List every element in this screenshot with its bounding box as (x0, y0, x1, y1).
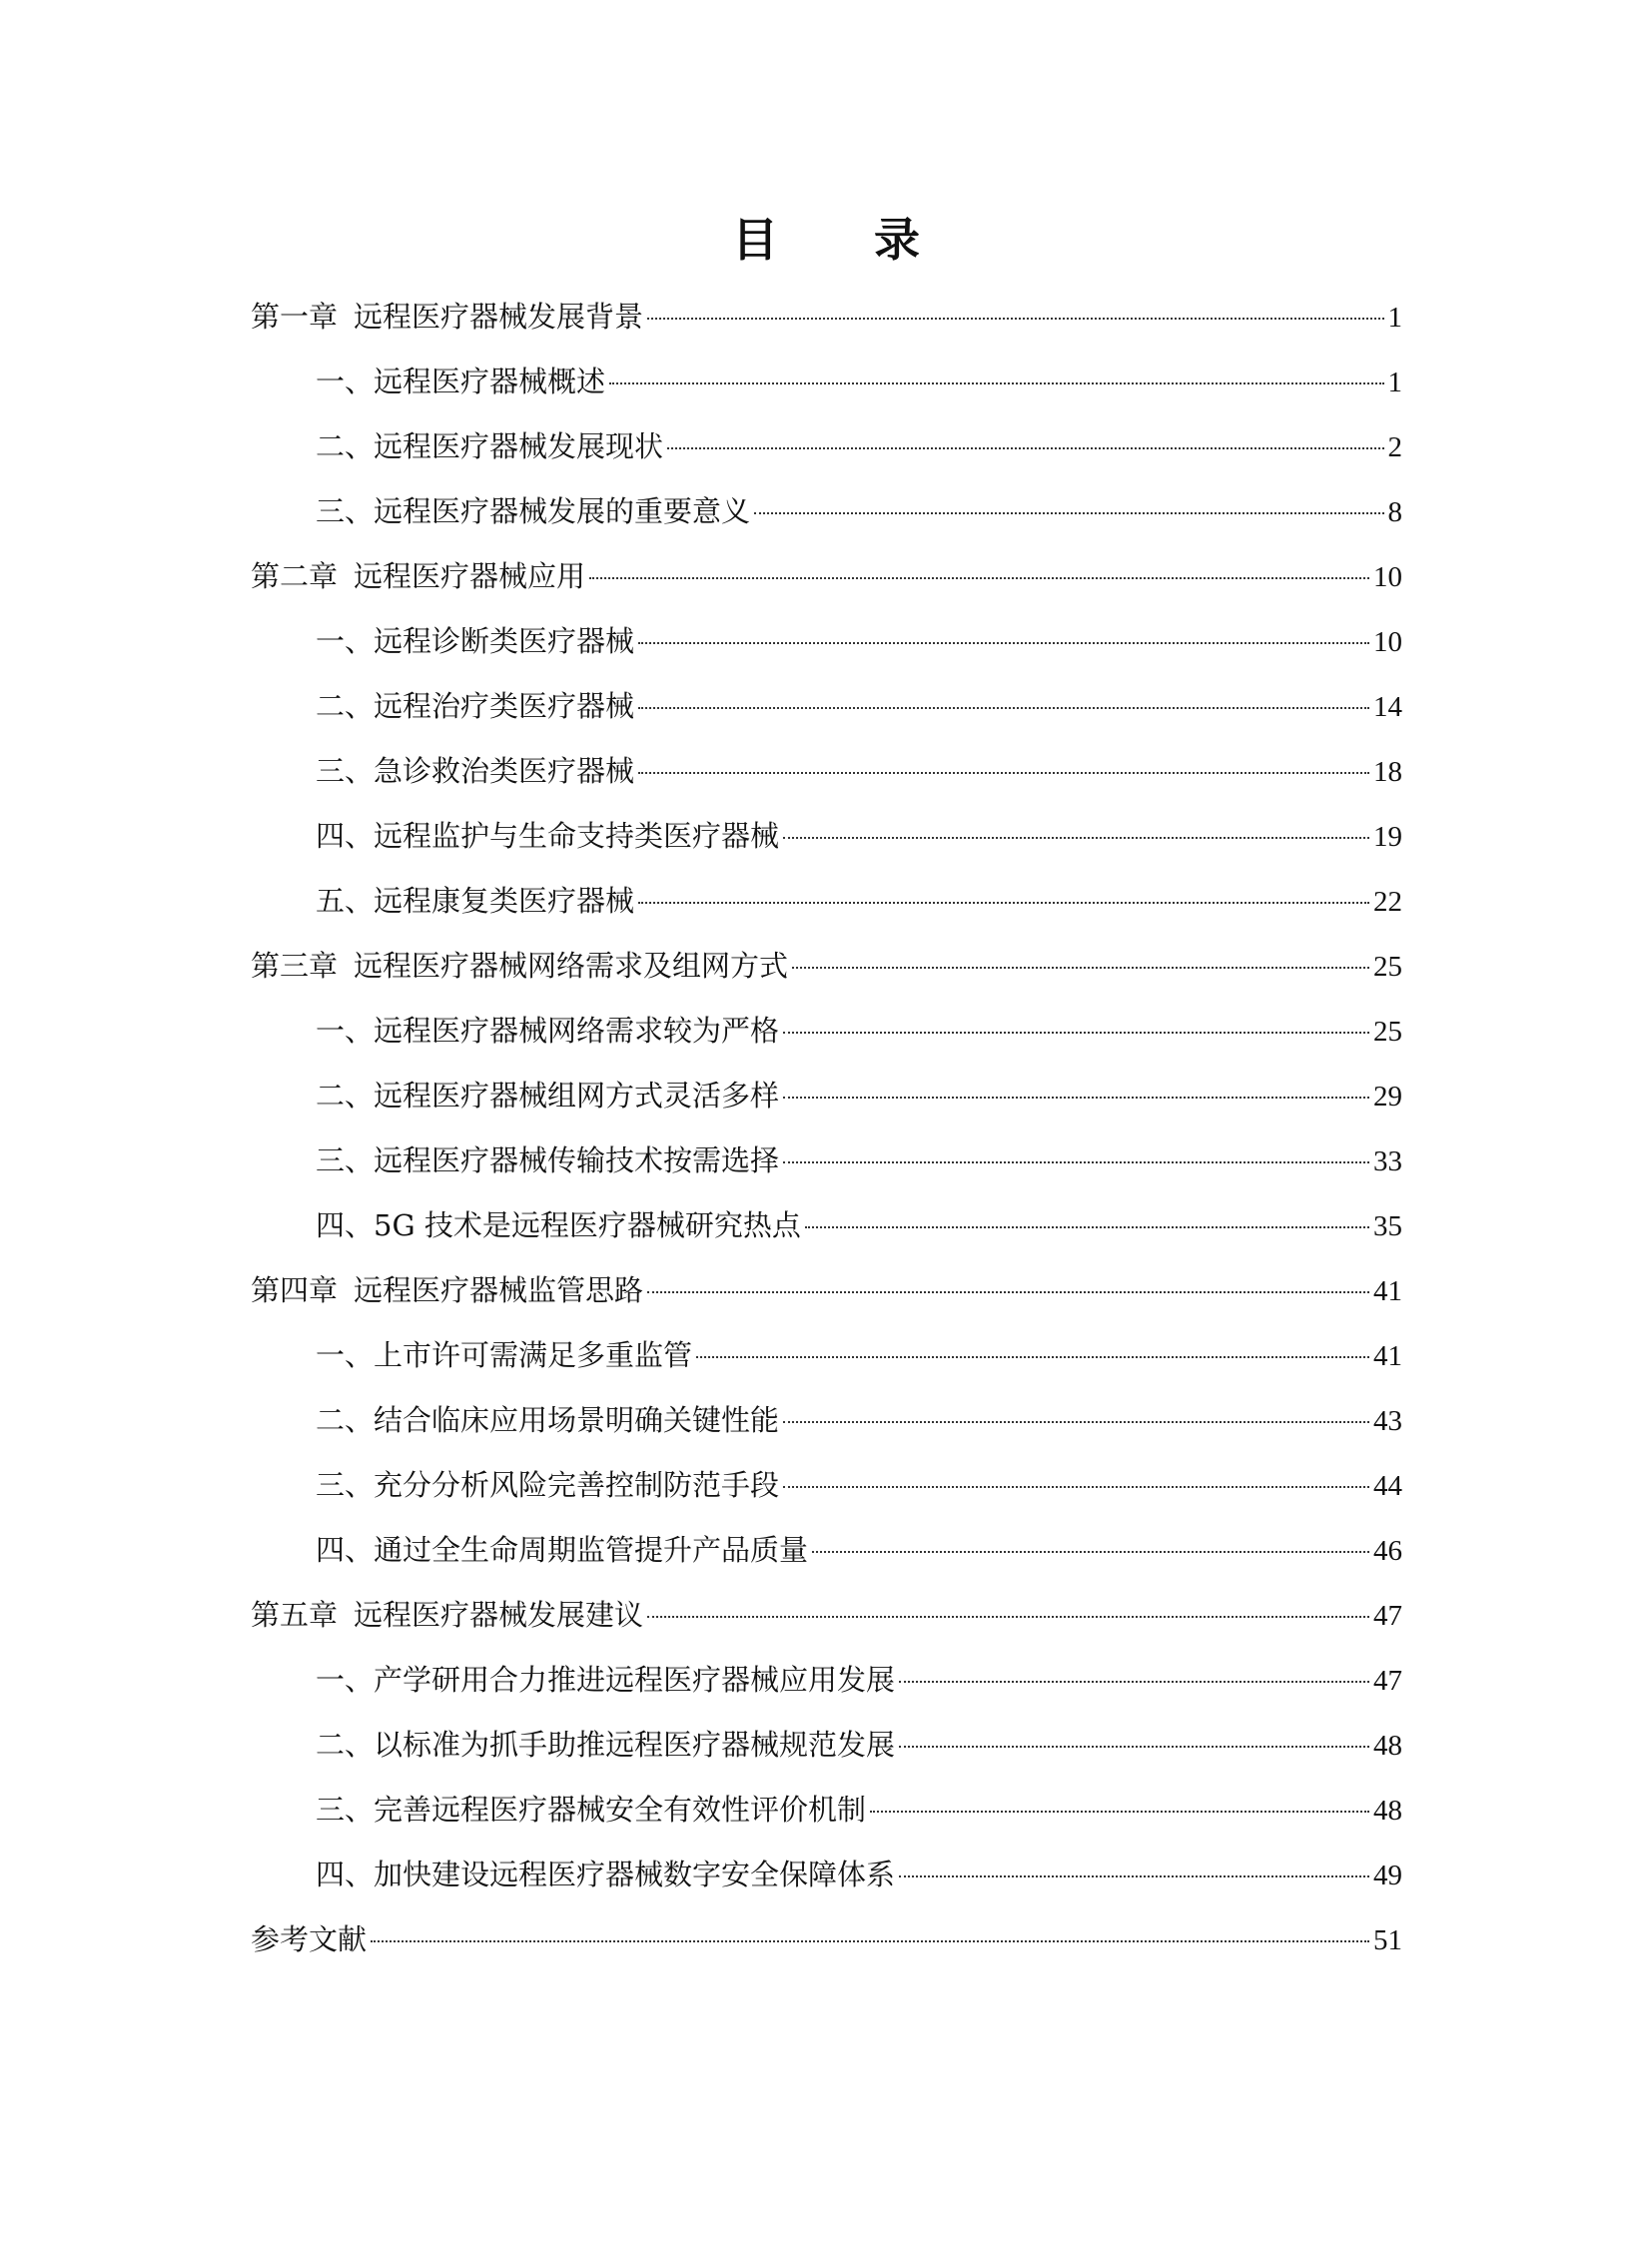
toc-page-number: 41 (1373, 1275, 1402, 1307)
dot-leader (899, 1746, 1369, 1748)
toc-entry-title: 五、远程康复类医疗器械 (316, 884, 635, 918)
dot-leader (647, 318, 1383, 320)
toc-chapter-entry[interactable] (251, 934, 1402, 999)
toc-entry-title: 一、远程医疗器械概述 (316, 365, 606, 398)
toc-chapter-label: 第一章 (251, 300, 339, 334)
toc-page-number: 2 (1387, 431, 1402, 463)
toc-entry-title: 参考文献 (251, 1922, 368, 1956)
toc-entry-title: 四、远程监护与生命支持类医疗器械 (316, 819, 780, 853)
toc-entry-text (316, 1323, 692, 1388)
toc-entry-title: 一、远程诊断类医疗器械 (316, 624, 635, 658)
dot-leader (647, 1291, 1369, 1293)
toc-page-number: 18 (1373, 756, 1402, 788)
toc-entry-text (316, 1713, 895, 1778)
toc-section-entry[interactable] (251, 1388, 1402, 1453)
toc-page-number: 41 (1373, 1340, 1402, 1372)
toc-entry-text (316, 804, 779, 869)
toc-section-entry[interactable] (251, 1128, 1402, 1193)
toc-entry-text (251, 1907, 367, 1972)
toc-page-number: 48 (1373, 1730, 1402, 1762)
toc-page-number: 43 (1373, 1405, 1402, 1437)
toc-entry-text (251, 1583, 643, 1648)
toc-entry-title: 一、产学研用合力推进远程医疗器械应用发展 (316, 1663, 896, 1697)
toc-entry-text (316, 1388, 779, 1453)
dot-leader (783, 1161, 1369, 1163)
dot-leader (783, 837, 1369, 839)
toc-entry-title: 二、以标准为抓手助推远程医疗器械规范发展 (316, 1728, 896, 1762)
toc-section-entry[interactable] (251, 609, 1402, 674)
toc-entry-title: 二、远程治疗类医疗器械 (316, 689, 635, 723)
toc-section-entry[interactable] (251, 1193, 1402, 1258)
dot-leader (638, 707, 1369, 709)
dot-leader (870, 1811, 1369, 1813)
toc-entry-text (316, 1128, 779, 1193)
toc-entry-text (316, 1648, 895, 1713)
dot-leader (638, 772, 1369, 774)
dot-leader (783, 1097, 1369, 1099)
toc-page-number: 47 (1373, 1665, 1402, 1697)
toc-entry-text (316, 674, 634, 739)
dot-leader (638, 902, 1369, 904)
toc-page-number: 8 (1387, 496, 1402, 528)
toc-entry-title: 三、远程医疗器械传输技术按需选择 (316, 1143, 780, 1177)
toc-chapter-label: 第四章 (251, 1273, 339, 1307)
dot-leader (783, 1032, 1369, 1034)
page-title: 目 录 (731, 213, 960, 267)
toc-page-number: 10 (1373, 561, 1402, 593)
toc-entry-text (251, 544, 585, 609)
dot-leader (609, 382, 1383, 384)
dot-leader (812, 1551, 1369, 1553)
toc-section-entry[interactable] (251, 1648, 1402, 1713)
toc-section-entry[interactable] (251, 1323, 1402, 1388)
toc-entry-text (316, 1453, 779, 1518)
toc-page-number: 25 (1373, 951, 1402, 983)
toc-entry-text (251, 285, 643, 350)
dot-leader (783, 1421, 1369, 1423)
toc-section-entry[interactable] (251, 479, 1402, 544)
toc-entry-title: 二、结合临床应用场景明确关键性能 (316, 1403, 780, 1437)
toc-page-number: 25 (1373, 1016, 1402, 1048)
toc-page-number: 14 (1373, 691, 1402, 723)
toc-entry-text (251, 934, 788, 999)
toc-entry-title: 一、上市许可需满足多重监管 (316, 1338, 693, 1372)
toc-page-number: 29 (1373, 1081, 1402, 1113)
toc-page-number: 44 (1373, 1470, 1402, 1502)
toc-section-entry[interactable] (251, 1453, 1402, 1518)
dot-leader (805, 1226, 1369, 1228)
toc-page-number: 1 (1387, 367, 1402, 398)
toc-page-number: 51 (1373, 1924, 1402, 1956)
toc-entry-title: 二、远程医疗器械组网方式灵活多样 (316, 1079, 780, 1113)
toc-page-number: 19 (1373, 821, 1402, 853)
toc-entry-title: 远程医疗器械应用 (354, 559, 586, 593)
toc-entry-text (316, 999, 779, 1064)
dot-leader (589, 577, 1369, 579)
dot-leader (899, 1681, 1369, 1683)
toc-entry-text (316, 1064, 779, 1128)
toc-entry-title: 远程医疗器械监管思路 (354, 1273, 644, 1307)
dot-leader (371, 1940, 1369, 1942)
toc-section-entry[interactable] (251, 1843, 1402, 1907)
toc-page-number: 46 (1373, 1535, 1402, 1567)
toc-page-number: 33 (1373, 1145, 1402, 1177)
dot-leader (754, 512, 1383, 514)
toc-page-number: 10 (1373, 626, 1402, 658)
toc-page-number: 47 (1373, 1600, 1402, 1632)
toc-entry-text (316, 414, 663, 479)
toc-list (251, 285, 1402, 1972)
dot-leader (899, 1875, 1369, 1877)
toc-page-number: 48 (1373, 1795, 1402, 1827)
toc-entry-title: 远程医疗器械发展背景 (354, 300, 644, 334)
toc-section-entry[interactable] (251, 739, 1402, 804)
toc-entry-text (316, 1193, 801, 1258)
toc-chapter-label: 第五章 (251, 1598, 339, 1632)
toc-section-entry[interactable] (251, 674, 1402, 739)
toc-section-entry[interactable] (251, 1713, 1402, 1778)
dot-leader (667, 447, 1383, 449)
toc-entry-text (316, 739, 634, 804)
toc-section-entry[interactable] (251, 804, 1402, 869)
toc-section-entry[interactable] (251, 1518, 1402, 1583)
toc-section-entry[interactable] (251, 1064, 1402, 1128)
toc-entry-title: 三、充分分析风险完善控制防范手段 (316, 1468, 780, 1502)
dot-leader (792, 967, 1369, 969)
toc-page-number: 22 (1373, 886, 1402, 918)
toc-entry-title: 远程医疗器械网络需求及组网方式 (354, 949, 789, 983)
toc-section-entry[interactable] (251, 1778, 1402, 1843)
dot-leader (647, 1616, 1369, 1618)
toc-entry-text (316, 869, 634, 934)
toc-entry-title: 三、完善远程医疗器械安全有效性评价机制 (316, 1793, 867, 1827)
toc-section-entry[interactable] (251, 999, 1402, 1064)
dot-leader (783, 1486, 1369, 1488)
toc-page-number: 1 (1387, 302, 1402, 334)
toc-page-number: 35 (1373, 1210, 1402, 1242)
toc-entry-text (251, 1258, 643, 1323)
toc-section-entry[interactable] (251, 869, 1402, 934)
toc-chapter-entry[interactable] (251, 1583, 1402, 1648)
toc-entry-title: 远程医疗器械发展建议 (354, 1598, 644, 1632)
toc-chapter-label: 第二章 (251, 559, 339, 593)
toc-chapter-entry[interactable] (251, 285, 1402, 350)
toc-entry-title: 二、远程医疗器械发展现状 (316, 429, 664, 463)
toc-entry-text (316, 350, 605, 414)
toc-chapter-entry[interactable] (251, 544, 1402, 609)
toc-chapter-entry[interactable] (251, 1258, 1402, 1323)
toc-chapter-entry[interactable] (251, 1907, 1402, 1972)
toc-entry-title: 四、加快建设远程医疗器械数字安全保障体系 (316, 1858, 896, 1891)
toc-entry-text (316, 1778, 866, 1843)
toc-section-entry[interactable] (251, 414, 1402, 479)
dot-leader (696, 1356, 1369, 1358)
toc-page-number: 49 (1373, 1860, 1402, 1891)
dot-leader (638, 642, 1369, 644)
toc-entry-title: 三、急诊救治类医疗器械 (316, 754, 635, 788)
toc-entry-text (316, 609, 634, 674)
toc-entry-title: 四、通过全生命周期监管提升产品质量 (316, 1533, 809, 1567)
toc-chapter-label: 第三章 (251, 949, 339, 983)
toc-entry-text (316, 479, 750, 544)
toc-entry-title: 四、5G 技术是远程医疗器械研究热点 (316, 1208, 801, 1242)
toc-entry-title: 一、远程医疗器械网络需求较为严格 (316, 1014, 780, 1048)
toc-entry-text (316, 1843, 895, 1907)
toc-entry-title: 三、远程医疗器械发展的重要意义 (316, 494, 751, 528)
toc-entry-text (316, 1518, 808, 1583)
toc-section-entry[interactable] (251, 350, 1402, 414)
